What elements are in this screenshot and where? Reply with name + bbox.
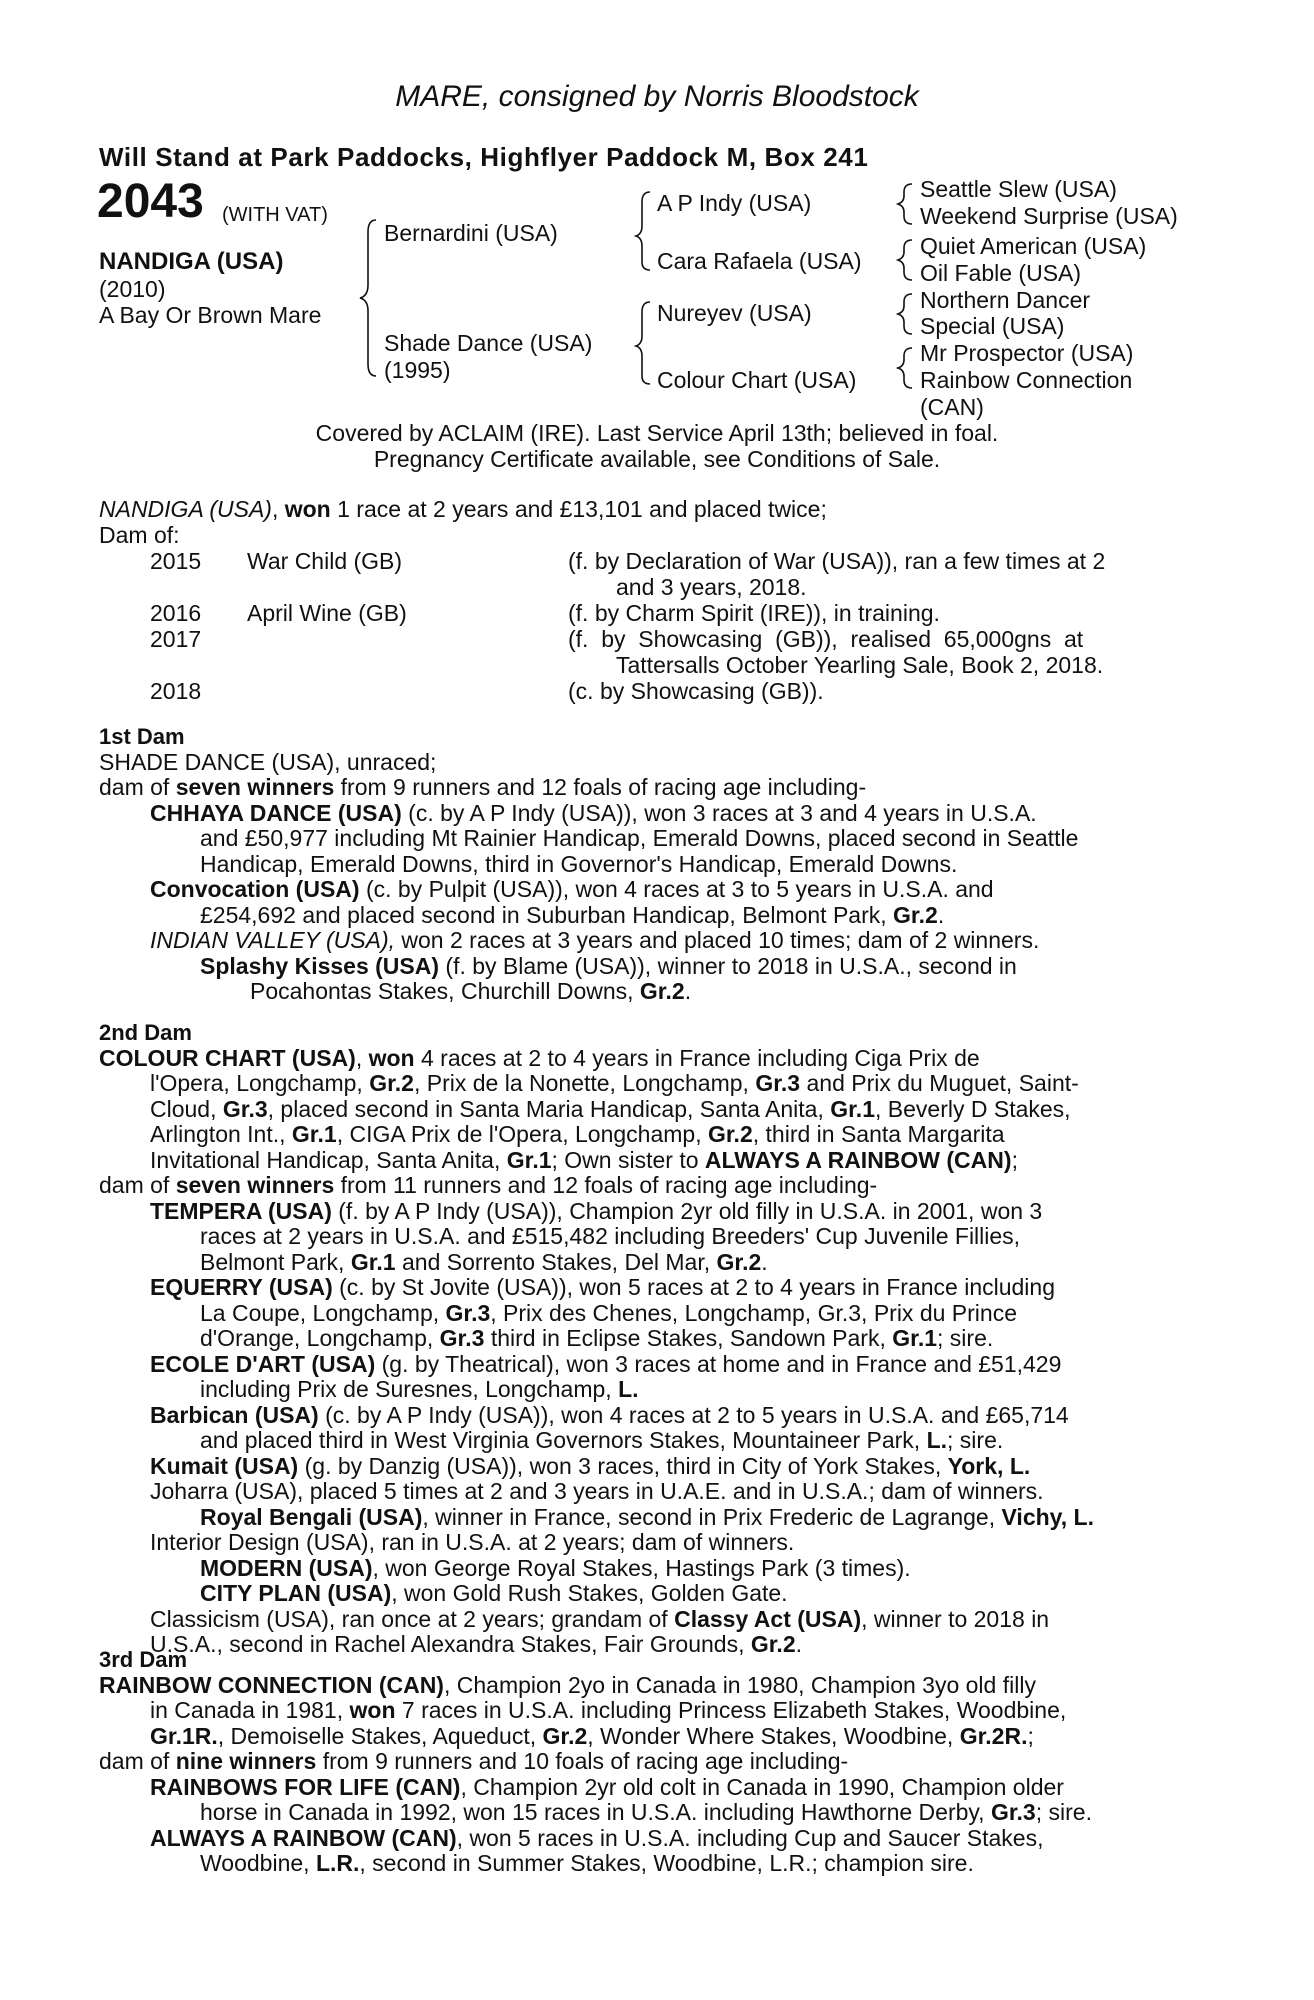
- text-line: in Canada in 1981, won 7 races in U.S.A. including Princess Elizabeth Stakes, Woodbine,: [150, 1697, 1067, 1723]
- produce-description: (f. by Charm Spirit (IRE)), in training.: [568, 600, 940, 626]
- brace-gen2-dam: [636, 302, 650, 384]
- produce-year: 2018: [150, 678, 202, 704]
- gen3-sds: Quiet American (USA): [920, 233, 1147, 259]
- lot-number: 2043: [97, 175, 204, 228]
- second-dam-section: [99, 1020, 1193, 1658]
- progeny-entry: Splashy Kisses (USA) (f. by Blame (USA)), winner to 2018 in U.S.A., second in: [200, 952, 1017, 979]
- sire-dam: Cara Rafaela (USA): [657, 248, 862, 274]
- text-line: Barbican (USA) (c. by A P Indy (USA)), won 4 races at 2 to 5 years in U.S.A. and £65,714: [150, 1401, 1069, 1428]
- gen3-sss: Seattle Slew (USA): [920, 176, 1117, 202]
- dam-name: Shade Dance (USA): [384, 330, 593, 356]
- pregnancy-certificate-note: Pregnancy Certificate available, see Conditions of Sale.: [373, 446, 941, 472]
- catalogue-header: MARE, consigned by Norris Bloodstock: [395, 80, 919, 113]
- progeny-entry: CHHAYA DANCE (USA) (c. by A P Indy (USA)), won 3 races at 3 and 4 years in U.S.A.: [150, 799, 1037, 826]
- text-line: Royal Bengali (USA), winner in France, second in Prix Frederic de Lagrange, Vichy, L.: [200, 1503, 1094, 1530]
- dam-dam: Colour Chart (USA): [657, 367, 857, 393]
- section-heading: 2nd Dam: [99, 1020, 192, 1045]
- stabling-location: Will Stand at Park Paddocks, Highflyer Paddock M, Box 241: [99, 142, 869, 172]
- text-line: d'Orange, Longchamp, Gr.3 third in Eclipse Stakes, Sandown Park, Gr.1; sire.: [200, 1325, 994, 1351]
- gen3-dss: Northern Dancer: [920, 287, 1091, 313]
- progeny-entry: Convocation (USA) (c. by Pulpit (USA)), won 4 races at 3 to 5 years in U.S.A. and: [150, 876, 994, 902]
- progeny-entry-cont: Handicap, Emerald Downs, third in Governor's Handicap, Emerald Downs.: [200, 850, 958, 877]
- gen3-ddd-country: (CAN): [920, 394, 984, 420]
- foaling-year: (2010): [99, 276, 166, 302]
- gen3-ddd: Rainbow Connection: [920, 367, 1133, 393]
- text-line: TEMPERA (USA) (f. by A P Indy (USA)), Champion 2yr old filly in U.S.A. in 2001, won 3: [150, 1197, 1043, 1224]
- text-line: and placed third in West Virginia Governors Stakes, Mountaineer Park, L.; sire.: [200, 1427, 1004, 1453]
- text-line: RAINBOW CONNECTION (CAN), Champion 2yo in Canada in 1980, Champion 3yo old filly: [99, 1671, 1036, 1698]
- vat-note: (WITH VAT): [222, 204, 328, 226]
- progeny-entry: INDIAN VALLEY (USA), won 2 races at 3 years and placed 10 times; dam of 2 winners.: [150, 927, 1040, 953]
- text-line: Kumait (USA) (g. by Danzig (USA)), won 3 races, third in City of York Stakes, York, L.: [150, 1452, 1031, 1479]
- sire-name: Bernardini (USA): [384, 220, 558, 246]
- text-line: RAINBOWS FOR LIFE (CAN), Champion 2yr old colt in Canada in 1990, Champion older: [150, 1773, 1064, 1800]
- text-line: Classicism (USA), ran once at 2 years; grandam of Classy Act (USA), winner to 2018 in: [150, 1605, 1050, 1632]
- text-line: l'Opera, Longchamp, Gr.2, Prix de la Nonette, Longchamp, Gr.3 and Prix du Muguet, Saint-: [150, 1070, 1079, 1096]
- gen3-sdd: Oil Fable (USA): [920, 260, 1082, 286]
- dam-year: (1995): [384, 357, 451, 383]
- text-line: including Prix de Suresnes, Longchamp, L.: [200, 1376, 639, 1402]
- text-line: Belmont Park, Gr.1 and Sorrento Stakes, Del Mar, Gr.2.: [200, 1248, 768, 1275]
- covering-info: Covered by ACLAIM (IRE). Last Service April 13th; believed in foal.: [315, 420, 999, 446]
- text-line: La Coupe, Longchamp, Gr.3, Prix des Chenes, Longchamp, Gr.3, Prix du Prince: [200, 1299, 1017, 1326]
- produce-year: 2017: [150, 626, 202, 652]
- dam-sire: Nureyev (USA): [657, 300, 812, 326]
- text-line: CITY PLAN (USA), won Gold Rush Stakes, Golden Gate.: [200, 1580, 788, 1606]
- progeny-entry-cont: and £50,977 including Mt Rainier Handicap, Emerald Downs, placed second in Seattle: [200, 825, 1079, 851]
- produce-name: War Child (GB): [247, 548, 403, 574]
- brace-gen1: [360, 220, 376, 376]
- text-line: MODERN (USA), won George Royal Stakes, Hastings Park (3 times).: [200, 1554, 911, 1581]
- produce-year: 2015: [150, 548, 202, 574]
- dam-record: dam of seven winners from 9 runners and 12 foals of racing age including-: [99, 774, 867, 800]
- text-line: Gr.1R., Demoiselle Stakes, Aqueduct, Gr.2, Wonder Where Stakes, Woodbine, Gr.2R.;: [150, 1722, 1034, 1749]
- third-dam-section: [99, 1647, 1193, 1877]
- produce-description-cont: Tattersalls October Yearling Sale, Book 2, 2018.: [616, 652, 1104, 678]
- text-line: Invitational Handicap, Santa Anita, Gr.1; Own sister to ALWAYS A RAINBOW (CAN);: [150, 1146, 1018, 1173]
- section-heading: 1st Dam: [99, 724, 185, 749]
- text-line: Arlington Int., Gr.1, CIGA Prix de l'Opera, Longchamp, Gr.2, third in Santa Margarita: [150, 1121, 1005, 1147]
- brace-gen3-1: [898, 184, 912, 224]
- text-line: Woodbine, L.R., second in Summer Stakes, Woodbine, L.R.; champion sire.: [200, 1850, 974, 1876]
- produce-description: (f. by Declaration of War (USA)), ran a few times at 2: [568, 548, 1106, 574]
- text-line: Interior Design (USA), ran in U.S.A. at 2 years; dam of winners.: [150, 1529, 795, 1555]
- text-line: dam of nine winners from 9 runners and 10 foals of racing age including-: [99, 1748, 849, 1774]
- brace-gen2-sire: [636, 192, 650, 270]
- sire-sire: A P Indy (USA): [657, 190, 812, 216]
- gen3-ssd: Weekend Surprise (USA): [920, 203, 1178, 229]
- text-line: COLOUR CHART (USA), won 4 races at 2 to 4 years in France including Ciga Prix de: [99, 1044, 980, 1071]
- produce-description: (f. by Showcasing (GB)), realised 65,000gns at: [568, 626, 1084, 652]
- progeny-entry-cont: Pocahontas Stakes, Churchill Downs, Gr.2.: [250, 978, 692, 1004]
- horse-description: A Bay Or Brown Mare: [99, 302, 322, 328]
- text-line: Joharra (USA), placed 5 times at 2 and 3 years in U.A.E. and in U.S.A.; dam of winners.: [150, 1478, 1044, 1504]
- section-heading: 3rd Dam: [99, 1647, 188, 1672]
- produce-year: 2016: [150, 600, 202, 626]
- progeny-entry-cont: £254,692 and placed second in Suburban Handicap, Belmont Park, Gr.2.: [200, 901, 945, 928]
- horse-name: NANDIGA (USA): [99, 248, 284, 275]
- gen3-dsd: Special (USA): [920, 313, 1065, 339]
- first-dam-section: [99, 724, 1193, 1005]
- text-line: races at 2 years in U.S.A. and £515,482 including Breeders' Cup Juvenile Fillies,: [200, 1223, 1021, 1249]
- brace-gen3-3: [898, 294, 912, 334]
- produce-description-cont: and 3 years, 2018.: [616, 574, 807, 600]
- text-line: horse in Canada in 1992, won 15 races in U.S.A. including Hawthorne Derby, Gr.3; sire.: [200, 1799, 1092, 1825]
- produce-intro: NANDIGA (USA), won 1 race at 2 years and £13,101 and placed twice;: [99, 496, 827, 522]
- text-line: Cloud, Gr.3, placed second in Santa Maria Handicap, Santa Anita, Gr.1, Beverly D Stakes,: [150, 1095, 1071, 1122]
- produce-name: April Wine (GB): [247, 600, 407, 626]
- produce-description: (c. by Showcasing (GB)).: [568, 678, 824, 704]
- dam-of-label: Dam of:: [99, 522, 180, 548]
- text-line: dam of seven winners from 11 runners and 12 foals of racing age including-: [99, 1172, 878, 1198]
- text-line: ECOLE D'ART (USA) (g. by Theatrical), won 3 races at home and in France and £51,429: [150, 1350, 1062, 1377]
- text-line: ALWAYS A RAINBOW (CAN), won 5 races in U.S.A. including Cup and Saucer Stakes,: [150, 1824, 1044, 1851]
- brace-gen3-4: [898, 348, 912, 388]
- gen3-dds: Mr Prospector (USA): [920, 340, 1134, 366]
- dam-line: SHADE DANCE (USA), unraced;: [99, 748, 437, 775]
- text-line: EQUERRY (USA) (c. by St Jovite (USA)), won 5 races at 2 to 4 years in France including: [150, 1274, 1055, 1300]
- text-line: U.S.A., second in Rachel Alexandra Stakes, Fair Grounds, Gr.2.: [150, 1631, 803, 1657]
- brace-gen3-2: [898, 240, 912, 280]
